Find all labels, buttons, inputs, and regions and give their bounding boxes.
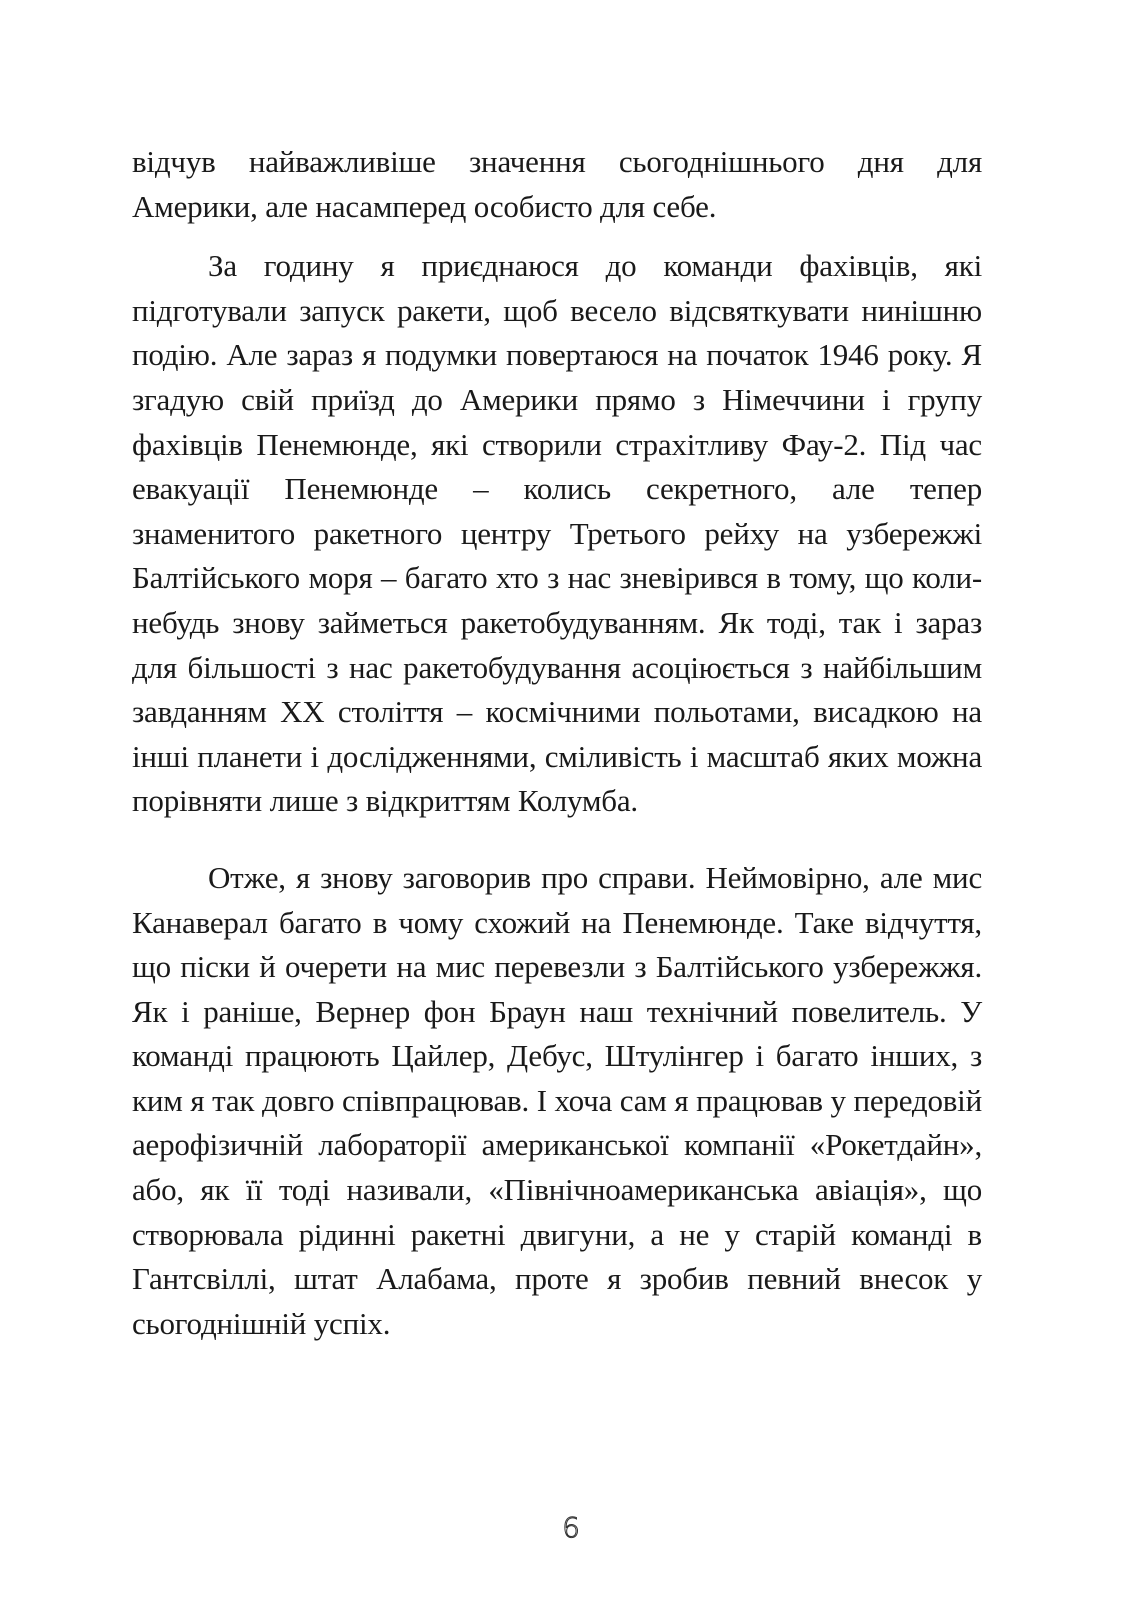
paragraph-1: відчув найважливіше значення сьогоднішнього дня для Америки, але насамперед особисто для себе. (132, 144, 982, 224)
page-number-text: 6 (562, 1511, 580, 1544)
body-text (132, 140, 982, 1346)
page-number (0, 1512, 1142, 1544)
paragraph-3: Отже, я знову заговорив про справи. Неймовірно, але мис Канаверал багато в чому схожий на Пенемюнде. Таке відчуття, що піски й очерети на мис перевезли з Балтійського узбережжя. Як і раніше, Вернер фон Браун наш технічний повелитель. У команді працюють Цайлер, Дебус, Штулінгер і багато інших, з ким я так довго співпрацював. І хоча сам я працював у передовій аерофізичній лабораторії американської компанії «Рокетдайн», або, як її тоді називали, «Північноамериканська авіація», що створювала рідинні ракетні двигуни, а не у старій команді в Гантсвіллі, штат Алабама, проте я зробив певний внесок у сьогоднішній успіх. (132, 859, 982, 1341)
paragraph-2: За годину я приєднаюся до команди фахівців, які підготували запуск ракети, щоб весело відсвяткувати нинішню подію. Але зараз я подумки повертаюся на початок 1946 року. Я згадую свій приїзд до Америки прямо з Німеччини і групу фахівців Пенемюнде, які створили страхітливу Фау-2. Під час евакуації Пенемюнде – колись секретного, але тепер знаменитого ракетного центру Третього рейху на узбережжі Балтійського моря – багато хто з нас зневірився в тому, що коли-небудь знову займеться ракетобудуванням. Як тоді, так і зараз для більшості з нас ракетобудування асоціюється з найбільшим завданням XX століття – космічними польотами, висадкою на інші планети і дослідженнями, сміливість і масштаб яких можна порівняти лише з відкриттям Колумба. (132, 248, 982, 819)
